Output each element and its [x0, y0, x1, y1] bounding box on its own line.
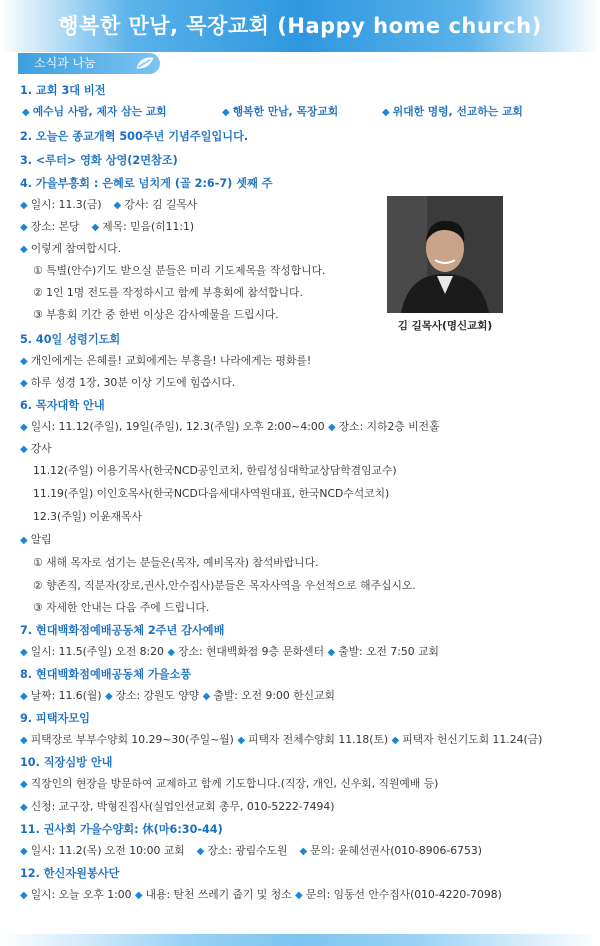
list-item: ◆ 신청: 교구장, 박형진집사(실업인선교회 총무, 010-5222-7494): [20, 800, 335, 813]
diamond-bullet-icon: ◆: [20, 244, 28, 255]
list-item: ◆ 행복한 만남, 목장교회: [222, 105, 339, 118]
section-title: 2. 오늘은 종교개혁 500주년 기념주일입니다.: [20, 130, 249, 143]
list-item: ◆ 날짜: 11.6(월) ◆ 장소: 강원도 양양 ◆ 출발: 오전 9:00 한신교회: [20, 689, 335, 702]
numbered-item: ② 1인 1명 전도를 작정하시고 함께 부흥회에 참석합니다.: [33, 286, 303, 299]
diamond-bullet-icon: ◆: [295, 890, 303, 901]
diamond-bullet-icon: ◆: [391, 735, 400, 746]
numbered-item: ① 특별(안수)기도 받으실 분들은 미리 기도제목을 작성합니다.: [33, 264, 326, 277]
diamond-bullet-icon: ◆: [299, 846, 308, 857]
list-item: ◆ 이렇게 참여합시다.: [20, 242, 122, 255]
diamond-bullet-icon: ◆: [20, 735, 28, 746]
photo-caption: 김 길목사(명신교회): [397, 320, 493, 332]
numbered-item: ③ 부흥회 기간 중 한번 이상은 감사예물을 드립시다.: [33, 308, 279, 321]
section-title: 3. <루터> 영화 상영(2면참조): [20, 154, 178, 167]
section-title: 10. 직장심방 안내: [20, 756, 113, 769]
lecturer-item: 12.3(주일) 이윤재목사: [33, 510, 142, 523]
list-item: ◆ 일시: 11.3(금) ◆ 강사: 김 길목사: [20, 198, 198, 211]
numbered-item: ③ 자세한 안내는 다음 주에 드립니다.: [33, 601, 210, 614]
footer-bar: [0, 934, 600, 946]
section-title: 4. 가을부흥회 : 은혜로 넘치게 (골 2:6-7) 셋째 주: [20, 177, 273, 190]
diamond-bullet-icon: ◆: [167, 647, 176, 658]
diamond-bullet-icon: ◆: [91, 222, 100, 233]
diamond-bullet-icon: ◆: [20, 802, 28, 813]
section-title: 11. 권사회 가을수양회: 休(마6:30-44): [20, 823, 223, 836]
list-item: ◆ 일시: 11.12(주일), 19일(주일), 12.3(주일) 오후 2:00~4:00 ◆ 장소: 지하2층 비전홀: [20, 420, 440, 433]
diamond-bullet-icon: ◆: [196, 846, 205, 857]
list-item: ◆ 예수님 사람, 제자 삼는 교회: [22, 105, 167, 118]
section-tab-label: 소식과 나눔: [34, 56, 96, 70]
diamond-bullet-icon: ◆: [113, 200, 122, 211]
lecturer-item: 11.19(주일) 이인호목사(한국NCD다음세대사역원대표, 한국NCD수석코치): [33, 487, 390, 500]
list-item: ◆ 피택장로 부부수양회 10.29~30(주일~월) ◆ 피택자 전체수양회 11.18(토) ◆ 피택자 헌신기도회 11.24(금): [20, 733, 543, 746]
list-item: ◆ 장소: 본당 ◆ 제목: 믿음(히11:1): [20, 220, 195, 233]
diamond-bullet-icon: ◆: [20, 356, 28, 367]
section-title: 7. 현대백화점예배공동체 2주년 감사예배: [20, 624, 225, 637]
list-item: ◆ 하루 성경 1장, 30분 이상 기도에 힘씁시다.: [20, 376, 236, 389]
diamond-bullet-icon: ◆: [20, 647, 28, 658]
diamond-bullet-icon: ◆: [20, 846, 28, 857]
diamond-bullet-icon: ◆: [327, 647, 336, 658]
diamond-bullet-icon: ◆: [22, 107, 30, 118]
list-item: ◆ 일시: 오늘 오후 1:00 ◆ 내용: 탄천 쓰레기 줍기 및 청소 ◆ 문의: 임동선 안수집사(010-4220-7098): [20, 888, 502, 901]
diamond-bullet-icon: ◆: [20, 691, 28, 702]
diamond-bullet-icon: ◆: [20, 200, 28, 211]
list-item: ◆ 일시: 11.5(주일) 오전 8:20 ◆ 장소: 현대백화점 9층 문화센터 ◆ 출발: 오전 7:50 교회: [20, 645, 439, 658]
diamond-bullet-icon: ◆: [104, 691, 113, 702]
list-item: ◆ 강사: [20, 442, 52, 455]
list-item: ◆ 개인에게는 은혜를! 교회에게는 부흥을! 나라에게는 평화를!: [20, 354, 312, 367]
page-title: 행복한 만남, 목장교회 (Happy home church): [58, 14, 542, 38]
diamond-bullet-icon: ◆: [20, 444, 28, 455]
section-title: 6. 목자대학 안내: [20, 399, 105, 412]
section-title: 9. 피택자모임: [20, 712, 90, 725]
diamond-bullet-icon: ◆: [20, 422, 28, 433]
diamond-bullet-icon: ◆: [20, 890, 28, 901]
diamond-bullet-icon: ◆: [134, 890, 143, 901]
leaf-icon: [136, 56, 154, 70]
diamond-bullet-icon: ◆: [237, 735, 246, 746]
speaker-photo: [387, 196, 503, 313]
diamond-bullet-icon: ◆: [20, 535, 28, 546]
diamond-bullet-icon: ◆: [20, 378, 28, 389]
section-title: 1. 교회 3대 비전: [20, 84, 106, 97]
numbered-item: ① 새해 목자로 섬기는 분들은(목자, 예비목자) 참석바랍니다.: [33, 556, 319, 569]
speaker-portrait: [387, 196, 503, 313]
diamond-bullet-icon: ◆: [20, 222, 28, 233]
diamond-bullet-icon: ◆: [20, 779, 28, 790]
diamond-bullet-icon: ◆: [222, 107, 230, 118]
section-title: 8. 현대백화점예배공동체 가을소풍: [20, 668, 192, 681]
diamond-bullet-icon: ◆: [328, 422, 336, 433]
list-item: ◆ 일시: 11.2(목) 오전 10:00 교회 ◆ 장소: 광림수도원 ◆ 문의: 윤혜선권사(010-8906-6753): [20, 844, 482, 857]
section-tab: [18, 53, 160, 74]
diamond-bullet-icon: ◆: [202, 691, 211, 702]
section-title: 5. 40일 성령기도회: [20, 333, 121, 346]
lecturer-item: 11.12(주일) 이용기목사(한국NCD공인코치, 한림성심대학교상담학겸임교수): [33, 464, 397, 477]
list-item: ◆ 직장인의 현장을 방문하여 교제하고 함께 기도합니다.(직장, 개인, 신우회, 직원예배 등): [20, 777, 439, 790]
diamond-bullet-icon: ◆: [382, 107, 390, 118]
list-item: ◆ 알림: [20, 533, 52, 546]
section-title: 12. 한신자원봉사단: [20, 867, 120, 880]
numbered-item: ② 향존직, 직분자(장로,권사,안수집사)분들은 목자사역을 우선적으로 해주십시오.: [33, 579, 416, 592]
list-item: ◆ 위대한 명령, 선교하는 교회: [382, 105, 523, 118]
